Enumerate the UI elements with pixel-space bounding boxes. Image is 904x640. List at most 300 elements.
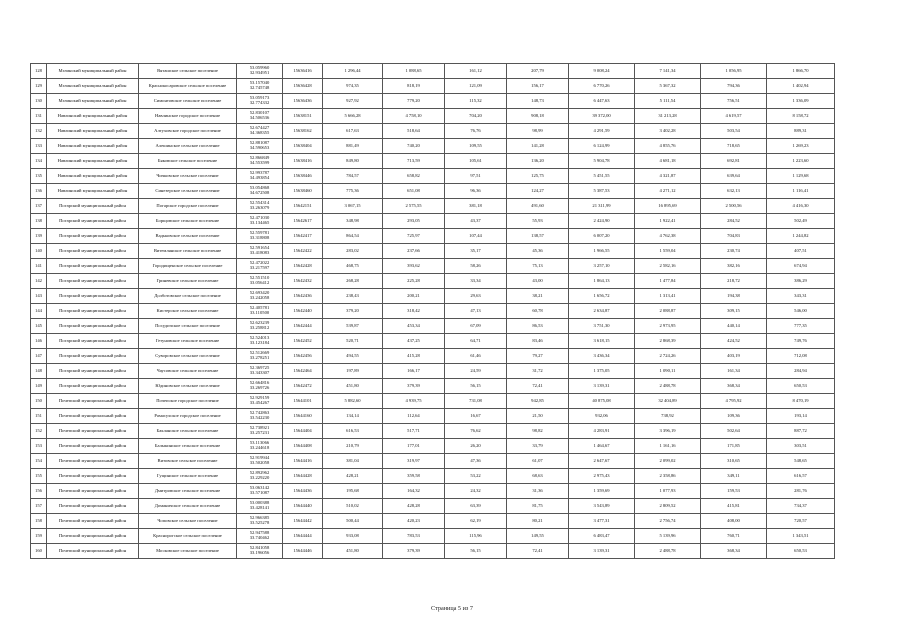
value-col-4-cell: 942,85: [507, 394, 569, 409]
settlement-cell: Почепское городское поселение: [139, 394, 237, 409]
value-col-4-cell: 124,27: [507, 184, 569, 199]
value-col-2-cell: 818,19: [383, 79, 445, 94]
value-col-8-cell: 1 866,70: [767, 64, 835, 79]
value-col-8-cell: 548,65: [767, 454, 835, 469]
value-col-6-cell: 5 367,32: [635, 79, 701, 94]
value-col-4-cell: 136,20: [507, 154, 569, 169]
row-number-cell: 147: [31, 349, 47, 364]
value-col-3-cell: 24,59: [445, 364, 507, 379]
row-number-cell: 145: [31, 319, 47, 334]
oktmo-code-cell: 15644160: [283, 409, 323, 424]
value-col-8-cell: 502,49: [767, 214, 835, 229]
value-col-5-cell: 932,06: [569, 409, 635, 424]
value-col-8-cell: 1 129,68: [767, 169, 835, 184]
table-row: [31, 289, 835, 304]
row-number-cell: 134: [31, 154, 47, 169]
value-col-5-cell: 3 618,15: [569, 334, 635, 349]
value-col-3-cell: 121,09: [445, 79, 507, 94]
value-col-6-cell: 4 271,12: [635, 184, 701, 199]
value-col-2-cell: 4 939,75: [383, 394, 445, 409]
value-col-2-cell: 415,28: [383, 349, 445, 364]
table-row: [31, 124, 835, 139]
coordinates-cell: 52.892962 33.229220: [237, 469, 283, 484]
row-number-cell: 158: [31, 514, 47, 529]
coordinates-cell: 52.693420 33.242058: [237, 289, 283, 304]
coordinates-cell: 52.866849 34.553599: [237, 154, 283, 169]
settlement-cell: Краснокосаровское сельское поселение: [139, 79, 237, 94]
row-number-cell: 129: [31, 79, 47, 94]
row-number-cell: 154: [31, 454, 47, 469]
settlement-cell: Чичковское сельское поселение: [139, 169, 237, 184]
value-col-1-cell: 197,89: [323, 364, 383, 379]
value-col-4-cell: 908,18: [507, 109, 569, 124]
value-col-2-cell: 112,64: [383, 409, 445, 424]
settlement-cell: Чаусовское сельское поселение: [139, 364, 237, 379]
oktmo-code-cell: 15642436: [283, 289, 323, 304]
value-col-4-cell: 43,00: [507, 274, 569, 289]
value-col-7-cell: 794,36: [701, 79, 767, 94]
value-col-6-cell: 5 139,96: [635, 529, 701, 544]
row-number-cell: 143: [31, 289, 47, 304]
value-col-6-cell: 4 681,18: [635, 154, 701, 169]
value-col-4-cell: 33,79: [507, 439, 569, 454]
value-col-5-cell: 6 447,63: [569, 94, 635, 109]
settlement-cell: Рамасухское городское поселение: [139, 409, 237, 424]
value-col-6-cell: 1 559,04: [635, 244, 701, 259]
row-number-cell: 152: [31, 424, 47, 439]
value-col-6-cell: 2 582,16: [635, 259, 701, 274]
coordinates-cell: 53.157040 32.745748: [237, 79, 283, 94]
value-col-7-cell: 284,52: [701, 214, 767, 229]
table-row: [31, 364, 835, 379]
oktmo-code-cell: 15642456: [283, 349, 323, 364]
municipal-district-cell: Погарский муниципальный район: [47, 379, 139, 394]
value-col-6-cell: 2 809,52: [635, 499, 701, 514]
value-col-6-cell: 738,92: [635, 409, 701, 424]
table-row: [31, 514, 835, 529]
value-col-6-cell: 1 477,84: [635, 274, 701, 289]
value-col-5-cell: 2 647,67: [569, 454, 635, 469]
oktmo-code-cell: 15642432: [283, 274, 323, 289]
settlement-cell: Юдиновское сельское поселение: [139, 379, 237, 394]
coordinates-cell: 53.113066 33.244618: [237, 439, 283, 454]
value-col-8-cell: 749,76: [767, 334, 835, 349]
value-col-5-cell: 3 751,30: [569, 319, 635, 334]
value-col-6-cell: 2 358,86: [635, 469, 701, 484]
table-row: [31, 349, 835, 364]
value-col-6-cell: 16 895,69: [635, 199, 701, 214]
value-col-3-cell: 704,20: [445, 109, 507, 124]
value-col-1-cell: 616,53: [323, 424, 383, 439]
value-col-6-cell: 1 161,16: [635, 439, 701, 454]
value-col-3-cell: 43,37: [445, 214, 507, 229]
settlement-cell: Доманичское сельское поселение: [139, 499, 237, 514]
value-col-5-cell: 2 424,90: [569, 214, 635, 229]
settlement-cell: Краснорогское сельское поселение: [139, 529, 237, 544]
value-col-5-cell: 3 139,31: [569, 379, 635, 394]
value-col-4-cell: 31,72: [507, 364, 569, 379]
value-col-1-cell: 1 296,44: [323, 64, 383, 79]
settlement-cell: Кистерское сельское поселение: [139, 304, 237, 319]
value-col-1-cell: 468,75: [323, 259, 383, 274]
value-col-3-cell: 63,39: [445, 499, 507, 514]
row-number-cell: 131: [31, 109, 47, 124]
value-col-6-cell: 2 756,74: [635, 514, 701, 529]
value-col-2-cell: 225,28: [383, 274, 445, 289]
municipal-district-cell: Почепский муниципальный район: [47, 454, 139, 469]
coordinates-cell: 52.405781 33.110500: [237, 304, 283, 319]
page-number: Страница 5 из 7: [431, 605, 473, 612]
coordinates-cell: 53.063142 33.571087: [237, 484, 283, 499]
value-col-3-cell: 97,51: [445, 169, 507, 184]
table-row: [31, 229, 835, 244]
value-col-7-cell: 503,54: [701, 124, 767, 139]
table-row: [31, 304, 835, 319]
value-col-7-cell: 424,52: [701, 334, 767, 349]
coordinates-cell: 52.841058 33.196056: [237, 544, 283, 559]
row-number-cell: 142: [31, 274, 47, 289]
value-col-5-cell: 21 311,99: [569, 199, 635, 214]
value-col-5-cell: 9 008,24: [569, 64, 635, 79]
coordinates-cell: 53.059960 32.934951: [237, 64, 283, 79]
value-col-3-cell: 26,20: [445, 439, 507, 454]
value-col-5-cell: 5 387,53: [569, 184, 635, 199]
value-col-7-cell: 2 500,56: [701, 199, 767, 214]
oktmo-code-cell: 15644442: [283, 514, 323, 529]
municipal-district-cell: Погарский муниципальный район: [47, 334, 139, 349]
municipal-district-cell: Навлинский муниципальный район: [47, 184, 139, 199]
value-col-3-cell: 381,18: [445, 199, 507, 214]
row-number-cell: 130: [31, 94, 47, 109]
oktmo-code-cell: 15644440: [283, 499, 323, 514]
coordinates-cell: 52.664816 33.269726: [237, 379, 283, 394]
row-number-cell: 141: [31, 259, 47, 274]
value-col-2-cell: 713,59: [383, 154, 445, 169]
value-col-3-cell: 24,32: [445, 484, 507, 499]
value-col-4-cell: 148,73: [507, 94, 569, 109]
value-col-7-cell: 368,34: [701, 544, 767, 559]
value-col-5-cell: 4 283,91: [569, 424, 635, 439]
row-number-cell: 156: [31, 484, 47, 499]
table-row: [31, 79, 835, 94]
value-col-5-cell: 1 464,67: [569, 439, 635, 454]
value-col-6-cell: 1 090,11: [635, 364, 701, 379]
table-row: [31, 529, 835, 544]
row-number-cell: 137: [31, 199, 47, 214]
value-col-2-cell: 2 575,55: [383, 199, 445, 214]
value-col-3-cell: 67,09: [445, 319, 507, 334]
value-col-1-cell: 784,57: [323, 169, 383, 184]
value-col-7-cell: 760,71: [701, 529, 767, 544]
value-col-2-cell: 740,20: [383, 139, 445, 154]
value-col-8-cell: 1 336,09: [767, 94, 835, 109]
table-row: [31, 334, 835, 349]
row-number-cell: 144: [31, 304, 47, 319]
value-col-8-cell: 1 343,51: [767, 529, 835, 544]
coordinates-cell: 52.524013 33.123184: [237, 334, 283, 349]
municipal-district-cell: Погарский муниципальный район: [47, 349, 139, 364]
value-col-7-cell: 194,38: [701, 289, 767, 304]
table-row: [31, 259, 835, 274]
value-col-2-cell: 379,39: [383, 379, 445, 394]
table-row: [31, 484, 835, 499]
value-col-1-cell: 974,35: [323, 79, 383, 94]
value-col-4-cell: 141,28: [507, 139, 569, 154]
value-col-8-cell: 1 269,23: [767, 139, 835, 154]
value-col-4-cell: 38,21: [507, 289, 569, 304]
oktmo-code-cell: 15644444: [283, 529, 323, 544]
value-col-8-cell: 4 416,30: [767, 199, 835, 214]
coordinates-cell: 52.369725 33.343307: [237, 364, 283, 379]
value-col-2-cell: 428,28: [383, 499, 445, 514]
value-col-4-cell: 98,82: [507, 424, 569, 439]
settlement-cell: Чоповское сельское поселение: [139, 514, 237, 529]
table-row: [31, 454, 835, 469]
value-col-1-cell: 451,80: [323, 544, 383, 559]
value-col-7-cell: 171,85: [701, 439, 767, 454]
value-col-8-cell: 193,14: [767, 409, 835, 424]
value-col-4-cell: 61,07: [507, 454, 569, 469]
value-col-2-cell: 177,01: [383, 439, 445, 454]
oktmo-code-cell: 15642464: [283, 364, 323, 379]
value-col-3-cell: 161,12: [445, 64, 507, 79]
value-col-1-cell: 617,63: [323, 124, 383, 139]
value-col-6-cell: 5 111,54: [635, 94, 701, 109]
value-col-3-cell: 61,46: [445, 349, 507, 364]
settlement-cell: Бакланское сельское поселение: [139, 424, 237, 439]
value-col-7-cell: 639,64: [701, 169, 767, 184]
table-row: [31, 499, 835, 514]
value-col-6-cell: 2 973,95: [635, 319, 701, 334]
oktmo-code-cell: 15638416: [283, 154, 323, 169]
value-col-8-cell: 343,31: [767, 289, 835, 304]
table-row: [31, 544, 835, 559]
value-col-7-cell: 403,19: [701, 349, 767, 364]
value-col-6-cell: 2 088,87: [635, 304, 701, 319]
municipal-district-cell: Почепский муниципальный район: [47, 409, 139, 424]
table-row: [31, 439, 835, 454]
value-col-8-cell: 1 402,94: [767, 79, 835, 94]
settlement-cell: Вяташское сельское поселение: [139, 64, 237, 79]
table-body: [31, 64, 835, 559]
value-col-1-cell: 775,36: [323, 184, 383, 199]
value-col-2-cell: 779,20: [383, 94, 445, 109]
settlement-cell: Гущинское сельское поселение: [139, 469, 237, 484]
table-row: [31, 184, 835, 199]
value-col-6-cell: 7 141,34: [635, 64, 701, 79]
settlement-cell: Витовское сельское поселение: [139, 454, 237, 469]
coordinates-cell: 52.559781 33.318808: [237, 229, 283, 244]
value-col-2-cell: 319,97: [383, 454, 445, 469]
value-col-4-cell: 31,36: [507, 484, 569, 499]
value-col-5-cell: 2 634,87: [569, 304, 635, 319]
coordinates-cell: 52.471030 33.134465: [237, 214, 283, 229]
oktmo-code-cell: 15638446: [283, 169, 323, 184]
value-col-5-cell: 5 451,55: [569, 169, 635, 184]
value-col-7-cell: 408,00: [701, 514, 767, 529]
value-col-4-cell: 207,79: [507, 64, 569, 79]
value-col-5-cell: 2 975,43: [569, 469, 635, 484]
table-row: [31, 199, 835, 214]
value-col-2-cell: 651,08: [383, 184, 445, 199]
municipal-district-cell: Почепский муниципальный район: [47, 514, 139, 529]
value-col-6-cell: 1 313,41: [635, 289, 701, 304]
value-col-7-cell: 309,15: [701, 304, 767, 319]
row-number-cell: 160: [31, 544, 47, 559]
municipal-district-cell: Погарский муниципальный район: [47, 364, 139, 379]
value-col-4-cell: 125,75: [507, 169, 569, 184]
coordinates-cell: 53.000388 33.428141: [237, 499, 283, 514]
value-col-6-cell: 1 922,41: [635, 214, 701, 229]
coordinates-cell: 52.674427 34.368355: [237, 124, 283, 139]
municipal-district-cell: Погарский муниципальный район: [47, 274, 139, 289]
value-col-8-cell: 650,53: [767, 544, 835, 559]
value-col-1-cell: 134,14: [323, 409, 383, 424]
value-col-4-cell: 80,21: [507, 514, 569, 529]
value-col-6-cell: 31 213,28: [635, 109, 701, 124]
coordinates-cell: 52.929159 33.454267: [237, 394, 283, 409]
row-number-cell: 136: [31, 184, 47, 199]
municipal-district-cell: Мглинский муниципальный район: [47, 94, 139, 109]
oktmo-code-cell: 15642440: [283, 304, 323, 319]
value-col-7-cell: 161,34: [701, 364, 767, 379]
oktmo-code-cell: 15642422: [283, 244, 323, 259]
oktmo-code-cell: 15642444: [283, 319, 323, 334]
value-col-7-cell: 230,74: [701, 244, 767, 259]
document-sheet: [30, 63, 834, 559]
municipal-district-cell: Навлинский муниципальный район: [47, 169, 139, 184]
value-col-3-cell: 115,96: [445, 529, 507, 544]
value-col-8-cell: 546,00: [767, 304, 835, 319]
value-col-3-cell: 115,32: [445, 94, 507, 109]
value-col-7-cell: 382,16: [701, 259, 767, 274]
row-number-cell: 155: [31, 469, 47, 484]
value-col-5-cell: 1 966,55: [569, 244, 635, 259]
value-col-8-cell: 650,53: [767, 379, 835, 394]
value-col-8-cell: 616,57: [767, 469, 835, 484]
value-col-1-cell: 494,55: [323, 349, 383, 364]
value-col-1-cell: 195,68: [323, 484, 383, 499]
value-col-1-cell: 238,43: [323, 289, 383, 304]
settlement-cell: Навлинское городское поселение: [139, 109, 237, 124]
value-col-2-cell: 517,71: [383, 424, 445, 439]
value-col-2-cell: 1 088,65: [383, 64, 445, 79]
row-number-cell: 146: [31, 334, 47, 349]
coordinates-cell: 52.830107 34.506536: [237, 109, 283, 124]
value-col-2-cell: 318,42: [383, 304, 445, 319]
settlement-cell: Вадьковское сельское поселение: [139, 229, 237, 244]
value-col-4-cell: 149,55: [507, 529, 569, 544]
oktmo-code-cell: 15642617: [283, 214, 323, 229]
value-col-3-cell: 56,15: [445, 544, 507, 559]
oktmo-code-cell: 15642472: [283, 379, 323, 394]
value-col-2-cell: 658,82: [383, 169, 445, 184]
row-number-cell: 138: [31, 214, 47, 229]
row-number-cell: 159: [31, 529, 47, 544]
oktmo-code-cell: 15636436: [283, 94, 323, 109]
oktmo-code-cell: 15644416: [283, 454, 323, 469]
value-col-3-cell: 107,44: [445, 229, 507, 244]
value-col-2-cell: 420,23: [383, 514, 445, 529]
municipal-district-cell: Почепский муниципальный район: [47, 499, 139, 514]
table-row: [31, 469, 835, 484]
table-row: [31, 139, 835, 154]
row-number-cell: 148: [31, 364, 47, 379]
settlement-cell: Дмитровское сельское поселение: [139, 484, 237, 499]
row-number-cell: 128: [31, 64, 47, 79]
value-col-1-cell: 927,92: [323, 94, 383, 109]
value-col-7-cell: 218,72: [701, 274, 767, 289]
value-col-2-cell: 237,66: [383, 244, 445, 259]
value-col-7-cell: 632,13: [701, 184, 767, 199]
oktmo-code-cell: 15644408: [283, 439, 323, 454]
value-col-6-cell: 4 855,76: [635, 139, 701, 154]
municipal-district-cell: Навлинский муниципальный район: [47, 109, 139, 124]
value-col-8-cell: 8 158,72: [767, 109, 835, 124]
value-col-5-cell: 1 864,13: [569, 274, 635, 289]
settlement-cell: Синезерское сельское поселение: [139, 184, 237, 199]
value-col-4-cell: 79,27: [507, 349, 569, 364]
value-col-2-cell: 393,62: [383, 259, 445, 274]
value-col-8-cell: 889,31: [767, 124, 835, 139]
value-col-1-cell: 3 067,15: [323, 199, 383, 214]
value-col-6-cell: 2 488,78: [635, 379, 701, 394]
value-col-3-cell: 731,08: [445, 394, 507, 409]
value-col-3-cell: 53,22: [445, 469, 507, 484]
value-col-8-cell: 407,51: [767, 244, 835, 259]
value-col-5-cell: 1 656,72: [569, 289, 635, 304]
value-col-1-cell: 5 882,60: [323, 394, 383, 409]
value-col-4-cell: 55,93: [507, 214, 569, 229]
value-col-2-cell: 783,53: [383, 529, 445, 544]
value-col-4-cell: 21,50: [507, 409, 569, 424]
table-row: [31, 154, 835, 169]
value-col-6-cell: 2 488,78: [635, 544, 701, 559]
value-col-5-cell: 3 477,31: [569, 514, 635, 529]
municipal-district-cell: Почепский муниципальный район: [47, 424, 139, 439]
value-col-8-cell: 734,37: [767, 499, 835, 514]
municipal-district-cell: Погарский муниципальный район: [47, 199, 139, 214]
value-col-8-cell: 674,94: [767, 259, 835, 274]
coordinates-cell: 52.966385 33.525278: [237, 514, 283, 529]
row-number-cell: 135: [31, 169, 47, 184]
settlement-cell: Борщовское сельское поселение: [139, 214, 237, 229]
value-col-8-cell: 1 244,82: [767, 229, 835, 244]
value-col-8-cell: 303,51: [767, 439, 835, 454]
value-col-4-cell: 138,57: [507, 229, 569, 244]
value-col-5-cell: 39 372,00: [569, 109, 635, 124]
coordinates-cell: 52.919944 33.502058: [237, 454, 283, 469]
value-col-3-cell: 109,55: [445, 139, 507, 154]
value-col-6-cell: 2 724,26: [635, 349, 701, 364]
municipal-district-cell: Навлинский муниципальный район: [47, 154, 139, 169]
row-number-cell: 153: [31, 439, 47, 454]
row-number-cell: 132: [31, 124, 47, 139]
table-row: [31, 169, 835, 184]
value-col-5-cell: 6 124,99: [569, 139, 635, 154]
settlement-cell: Посудичское сельское поселение: [139, 319, 237, 334]
row-number-cell: 157: [31, 499, 47, 514]
value-col-5-cell: 6 007,20: [569, 229, 635, 244]
value-col-2-cell: 725,97: [383, 229, 445, 244]
value-col-1-cell: 451,80: [323, 379, 383, 394]
value-col-3-cell: 33,34: [445, 274, 507, 289]
value-col-1-cell: 268,28: [323, 274, 383, 289]
value-col-1-cell: 864,54: [323, 229, 383, 244]
table-row: [31, 319, 835, 334]
value-col-6-cell: 4 321,87: [635, 169, 701, 184]
value-col-1-cell: 881,49: [323, 139, 383, 154]
